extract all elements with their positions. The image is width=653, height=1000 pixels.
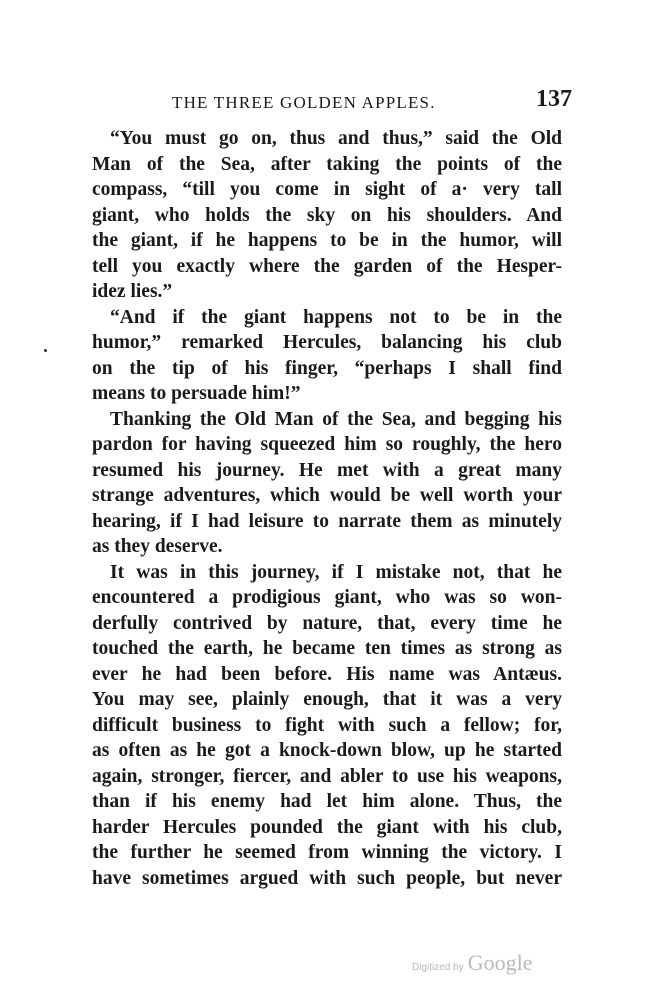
- text-line: pardon for having squeezed him so roughly, the hero: [92, 434, 562, 455]
- text-line: harder Hercules pounded the giant with his club,: [92, 816, 562, 838]
- page-header: [100, 88, 578, 118]
- text-line: strange adventures, which would be well worth your: [92, 485, 562, 506]
- text-line: “And if the giant happens not to be in the: [110, 306, 562, 328]
- text-line: touched the earth, he became ten times as strong as: [92, 638, 562, 659]
- text-line: the giant, if he happens to be in the humor, will: [92, 230, 562, 251]
- text-line: tell you exactly where the garden of the Hesper-: [92, 255, 562, 277]
- text-line: derfully contrived by nature, that, every time he: [92, 612, 562, 634]
- text-line: have sometimes argued with such people, but never: [92, 867, 562, 889]
- margin-dot: [44, 349, 47, 352]
- running-head: THE THREE GOLDEN APPLES.: [172, 93, 436, 112]
- text-line: compass, “till you come in sight of a· very tall: [92, 179, 562, 200]
- text-line: “You must go on, thus and thus,” said the Old: [110, 128, 562, 149]
- text-line: resumed his journey. He met with a great many: [92, 459, 562, 481]
- text-line: giant, who holds the sky on his shoulders. And: [92, 204, 562, 226]
- body-text: [92, 126, 562, 891]
- text-line: hearing, if I had leisure to narrate them as minutely: [92, 510, 562, 532]
- text-line: again, stronger, fiercer, and abler to use his weapons,: [92, 765, 562, 787]
- text-line: on the tip of his finger, “perhaps I shall find: [92, 357, 562, 379]
- text-line: Man of the Sea, after taking the points of the: [92, 153, 562, 175]
- text-line: means to persuade him!”: [92, 383, 301, 404]
- text-line: than if his enemy had let him alone. Thus, the: [92, 791, 562, 812]
- text-line: as they deserve.: [92, 536, 223, 557]
- text-line: humor,” remarked Hercules, balancing his club: [92, 332, 562, 353]
- text-line: the further he seemed from winning the victory. I: [92, 842, 562, 863]
- watermark-prefix: Digitized by: [412, 962, 464, 973]
- text-line: difficult business to fight with such a fellow; for,: [92, 714, 562, 736]
- text-line: It was in this journey, if I mistake not, that he: [110, 561, 562, 583]
- text-line: ever he had been before. His name was Antæus.: [92, 663, 562, 685]
- text-line: encountered a prodigious giant, who was so won-: [92, 587, 562, 608]
- text-line: idez lies.”: [92, 281, 173, 302]
- text-line: Thanking the Old Man of the Sea, and begging his: [110, 408, 562, 430]
- text-line: You may see, plainly enough, that it was a very: [92, 689, 562, 710]
- watermark-brand: Google: [467, 950, 533, 975]
- page-number: 137: [536, 86, 572, 112]
- digitized-watermark: [412, 950, 532, 976]
- text-line: as often as he got a knock-down blow, up he started: [92, 740, 562, 761]
